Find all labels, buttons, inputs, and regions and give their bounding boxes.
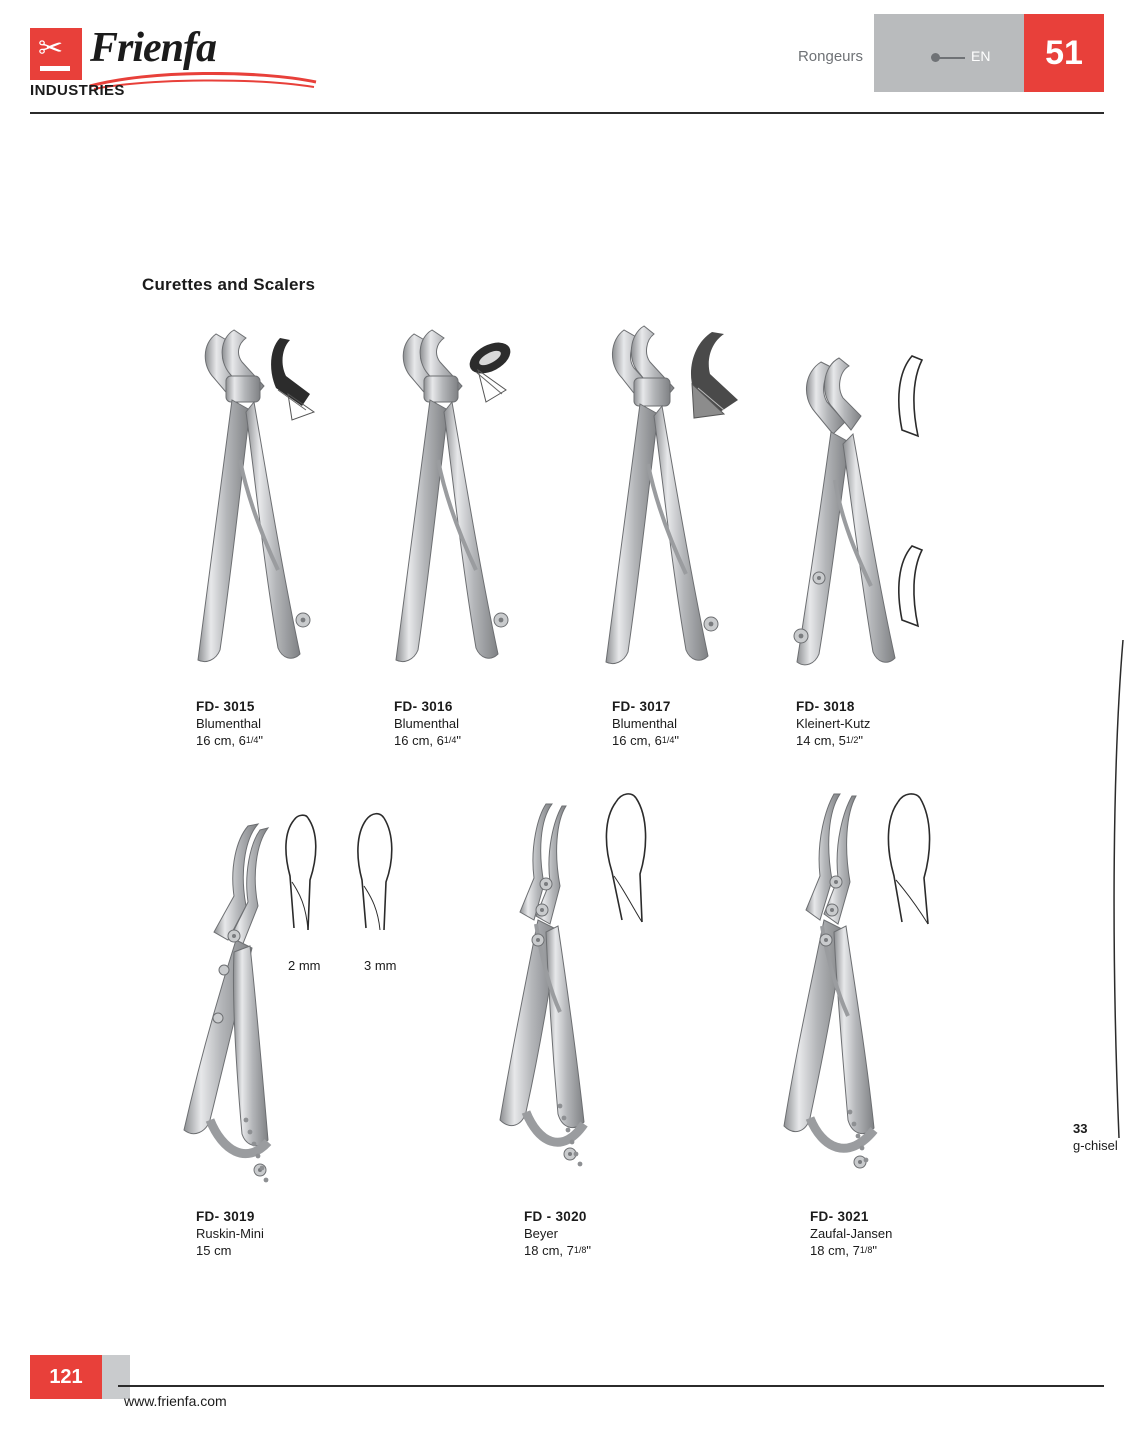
product-code: FD- 3015 xyxy=(196,699,255,714)
product-name: Ruskin-Mini xyxy=(196,1226,264,1241)
product-caption-4 xyxy=(796,698,870,749)
product-caption-7 xyxy=(810,1208,892,1259)
product-name: Blumenthal xyxy=(612,716,678,731)
header-divider xyxy=(30,112,1104,114)
product-size: 15 cm xyxy=(196,1243,232,1258)
scissors-icon: ✂ xyxy=(38,32,64,65)
instrument-tip-outline-fd-3021 xyxy=(880,790,942,930)
tip-size-label-1: 2 mm xyxy=(288,958,321,973)
product-name: Blumenthal xyxy=(196,716,262,731)
footer-divider xyxy=(118,1385,1104,1387)
product-caption-2 xyxy=(394,698,461,749)
instrument-tip-detail-fd-3016 xyxy=(456,332,546,422)
page-footer xyxy=(0,1355,1133,1415)
header-page-badge: 51 xyxy=(1045,33,1083,72)
clipped-product-code: 33 xyxy=(1073,1121,1088,1136)
logo-mark-icon xyxy=(30,28,82,80)
product-code: FD- 3019 xyxy=(196,1209,255,1224)
product-caption-1 xyxy=(196,698,263,749)
tip-size-label-2: 3 mm xyxy=(364,958,397,973)
product-size: 16 cm, $6^{1/4}$" xyxy=(394,733,461,748)
brand-name: Frienfa xyxy=(90,25,217,71)
instrument-tip-detail-fd-3015 xyxy=(258,332,348,422)
clipped-product-name: g-chisel xyxy=(1073,1138,1118,1153)
product-caption-3 xyxy=(612,698,679,749)
product-size: 16 cm, $6^{1/4}$" xyxy=(612,733,679,748)
product-size: 16 cm, $6^{1/4}$" xyxy=(196,733,263,748)
product-row-2 xyxy=(0,790,1133,1258)
footer-url[interactable]: www.frienfa.com xyxy=(124,1393,227,1409)
page-edge-arc xyxy=(1093,640,1133,1140)
footer-page-number: 121 xyxy=(30,1355,102,1399)
product-code: FD- 3016 xyxy=(394,699,453,714)
instrument-tip-outline-fd-3020 xyxy=(598,790,658,930)
language-line-icon xyxy=(939,57,965,59)
instrument-tip-outline-2mm xyxy=(278,810,326,940)
product-name: Kleinert-Kutz xyxy=(796,716,871,731)
product-size: 14 cm, $5^{1/2}$" xyxy=(796,733,863,748)
product-name: Blumenthal xyxy=(394,716,460,731)
language-indicator[interactable] xyxy=(931,48,1011,68)
product-caption-6 xyxy=(524,1208,591,1259)
product-size: 18 cm, $7^{1/8}$" xyxy=(524,1243,591,1258)
instrument-tip-detail-fd-3017 xyxy=(672,326,768,422)
product-code: FD- 3018 xyxy=(796,699,855,714)
product-size: 18 cm, $7^{1/8}$" xyxy=(810,1243,877,1258)
header-section-label: Rongeurs xyxy=(797,48,863,65)
brand-subtitle: INDUSTRIES xyxy=(30,82,125,99)
product-name: Zaufal-Jansen xyxy=(810,1226,893,1241)
product-code: FD - 3020 xyxy=(524,1209,587,1224)
instrument-tip-outline-fd-3018-b xyxy=(888,540,944,640)
instrument-tip-outline-fd-3018-a xyxy=(888,350,944,450)
page-header xyxy=(0,0,1133,120)
logo-bar xyxy=(40,66,70,71)
product-caption-5 xyxy=(196,1208,264,1259)
brand-logo xyxy=(30,24,320,99)
product-code: FD- 3021 xyxy=(810,1209,869,1224)
product-row-1 xyxy=(0,320,1133,750)
language-label: EN xyxy=(971,48,991,64)
section-title: Curettes and Scalers xyxy=(142,275,316,292)
product-code: FD- 3017 xyxy=(612,699,671,714)
product-name: Beyer xyxy=(524,1226,558,1241)
instrument-tip-outline-3mm xyxy=(352,810,400,940)
